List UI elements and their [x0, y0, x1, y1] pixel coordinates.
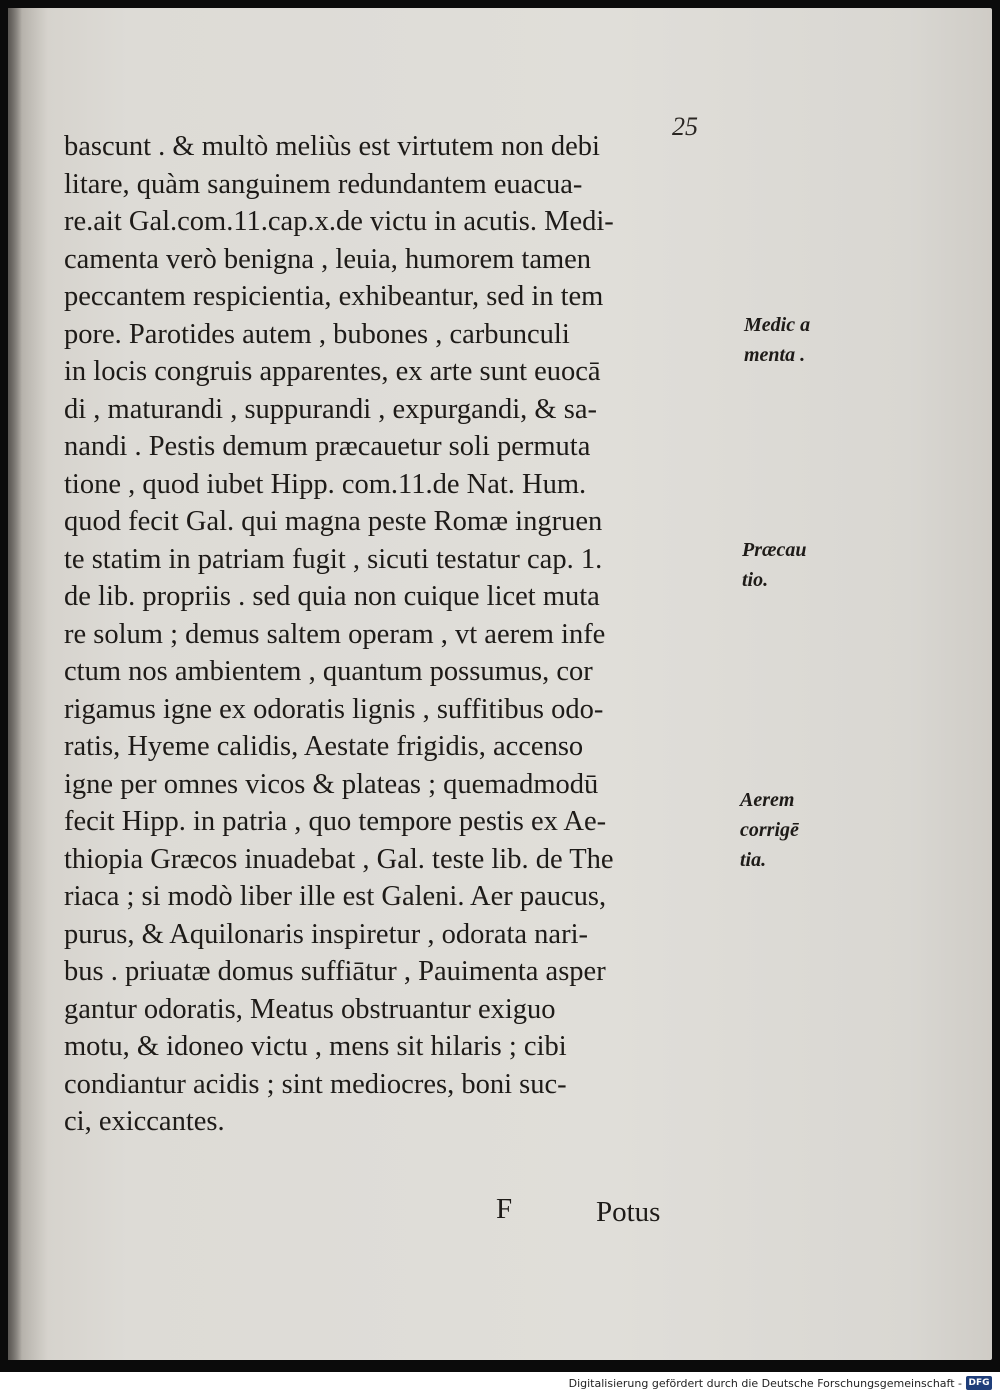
text-line: fecit Hipp. in patria , quo tempore pestis ex Ae-	[64, 806, 607, 837]
text-line: pore. Parotides autem , bubones , carbunculi	[64, 318, 570, 350]
catchword: Potus	[596, 1196, 661, 1228]
marginal-note-line: Præcau	[742, 539, 807, 561]
text-line: riaca ; si modò liber ille est Galeni. Aer paucus,	[64, 881, 607, 912]
text-line: peccantem respicientia, exhibeantur, sed in tem	[64, 281, 604, 312]
footer-credit	[569, 1376, 992, 1390]
text-line: re solum ; demus saltem operam , vt aerem infe	[64, 618, 606, 650]
text-line: quod fecit Gal. qui magna peste Romæ ingruen	[64, 506, 603, 537]
marginal-note-line: Medic a	[744, 314, 811, 336]
text-line: re.ait Gal.com.11.cap.x.de victu in acutis. Medi-	[64, 206, 614, 237]
marginal-note-line: tia.	[740, 849, 767, 871]
marginal-note-aerem	[740, 785, 799, 875]
text-line: tione , quod iubet Hipp. com.11.de Nat. Hum.	[64, 468, 587, 500]
page-number: 25	[672, 112, 698, 141]
marginal-note-medicamenta	[744, 310, 810, 370]
text-line: ctum nos ambientem , quantum possumus, cor	[64, 656, 593, 687]
text-line: rigamus igne ex odoratis lignis , suffitibus odo-	[64, 693, 604, 725]
text-line: ci, exiccantes.	[64, 1106, 225, 1137]
text-line: bascunt . & multò meliùs est virtutem non debi	[64, 131, 600, 162]
dfg-logo-icon: DFG	[966, 1376, 992, 1390]
text-line: in locis congruis apparentes, ex arte sunt euocā	[64, 356, 601, 387]
body-text	[64, 128, 734, 1141]
text-line: condiantur acidis ; sint mediocres, boni suc-	[64, 1068, 567, 1100]
footer-credit-text: Digitalisierung gefördert durch die Deutsche Forschungsgemeinschaft -	[568, 1376, 962, 1390]
text-line: di , maturandi , suppurandi , expurgandi, & sa-	[64, 393, 597, 425]
text-line: motu, & idoneo victu , mens sit hilaris ; cibi	[64, 1031, 567, 1062]
text-line: ratis, Hyeme calidis, Aestate frigidis, accenso	[64, 731, 584, 762]
marginal-note-line: corrigē	[740, 819, 799, 841]
signature-mark: F	[496, 1193, 513, 1225]
text-line: igne per omnes vicos & plateas ; quemadmodū	[64, 768, 599, 800]
text-line: camenta verò benigna , leuia, humorem tamen	[64, 243, 592, 275]
text-line: gantur odoratis, Meatus obstruantur exiguo	[64, 993, 556, 1025]
marginal-note-praecautio	[742, 535, 806, 595]
marginal-note-line: Aerem	[740, 789, 795, 811]
text-line: bus . priuatæ domus suffiātur , Pauimenta asper	[64, 956, 606, 987]
gutter-shadow	[8, 8, 22, 1360]
text-line: te statim in patriam fugit , sicuti testatur cap. 1.	[64, 543, 603, 575]
text-line: nandi . Pestis demum præcauetur soli permuta	[64, 431, 591, 462]
text-line: litare, quàm sanguinem redundantem euacua-	[64, 168, 583, 200]
text-line: de lib. propriis . sed quia non cuique licet muta	[64, 581, 600, 612]
marginal-note-line: menta .	[744, 344, 806, 366]
text-line: purus, & Aquilonaris inspiretur , odorata nari-	[64, 918, 588, 950]
marginal-note-line: tio.	[742, 569, 769, 591]
text-line: thiopia Græcos inuadebat , Gal. teste lib. de The	[64, 843, 614, 875]
